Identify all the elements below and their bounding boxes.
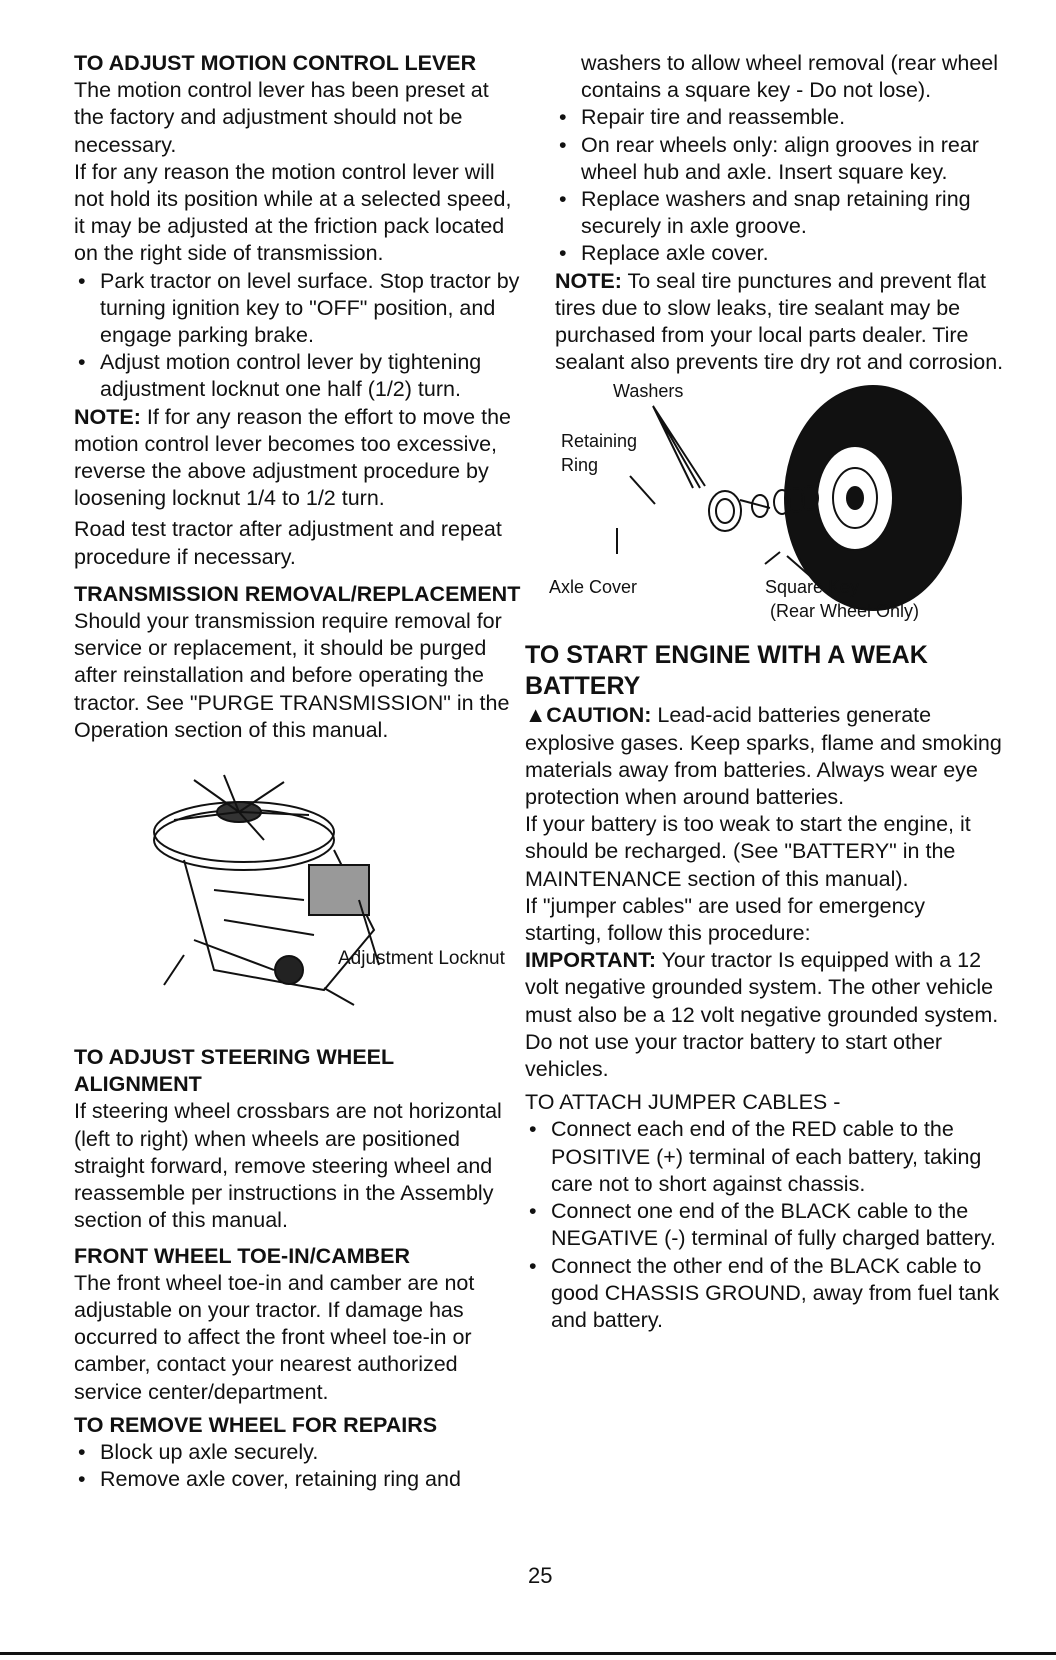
heading-steering-alignment: TO ADJUST STEERING WHEEL ALIGNMENT — [74, 1045, 394, 1097]
heading-transmission-removal: TRANSMISSION REMOVAL/REPLACEMENT — [74, 581, 521, 606]
list-item: • Adjust motion control lever by tightening adjustment locknut one half (1/2) turn. — [74, 349, 522, 403]
paragraph-motion-adjust: If for any reason the motion control lever will not hold its position while at a selected speed, it may be adjusted at the friction pack located on the right side of transmission. — [74, 159, 512, 266]
rear-wheel-only-label: (Rear Wheel Only) — [770, 601, 920, 622]
note-text: If for any reason the effort to move the motion control lever becomes too excessive, reverse the above adjustment procedure by loosening locknut 1/4 to 1/2 turn. — [74, 404, 511, 511]
note-tire-sealant — [555, 268, 1005, 377]
paragraph-road-test: Road test tractor after adjustment and repeat procedure if necessary. — [74, 517, 502, 569]
list-item: • Park tractor on level surface. Stop tractor by turning ignition key to "OFF" position, and engage parking brake. — [74, 268, 522, 350]
heading-adjust-motion-control: TO ADJUST MOTION CONTROL LEVER — [74, 51, 477, 75]
transmission-figure — [74, 770, 522, 1020]
bottom-rule — [0, 1652, 1056, 1655]
list-item: • On rear wheels only: align grooves in rear wheel hub and axle. Insert square key. — [555, 132, 1005, 186]
list-item: • Connect the other end of the BLACK cable to good CHASSIS GROUND, away from fuel tank and battery. — [525, 1253, 1005, 1335]
retaining-label: Retaining — [561, 431, 638, 452]
paragraph-transmission: Should your transmission require removal for service or replacement, it should be purged after reinstallation and before operating the tractor. See "PURGE TRANSMISSION" in the Operation section of this manual. — [74, 609, 510, 742]
paragraph-jumper-cables: If "jumper cables" are used for emergency starting, follow this procedure: — [525, 893, 926, 946]
wheel-steps-list — [74, 1439, 522, 1493]
paragraph-weak-battery: If your battery is too weak to start the engine, it should be recharged. (See "BATTERY" in the MAINTENANCE section of this manual). — [525, 812, 971, 891]
page-number: 25 — [528, 1563, 553, 1588]
caution-text: Lead-acid batteries generate explosive gases. Keep sparks, flame and smoking materials away from batteries. Always wear eye protection when around batteries. — [525, 703, 1002, 810]
note-effort — [74, 404, 522, 513]
list-item: • Repair tire and reassemble. — [555, 104, 1005, 131]
square-key-label: Square Key — [765, 577, 860, 598]
important-label: IMPORTANT: — [525, 948, 656, 973]
important-text: Your tractor Is equipped with a 12 volt negative grounded system. The other vehicle must also be a 12 volt negative grounded system. Do not use your tractor battery to start other vehicles. — [525, 948, 999, 1082]
weak-battery-section — [525, 702, 1005, 1334]
jumper-steps-list — [525, 1116, 1005, 1334]
important-paragraph — [525, 947, 1005, 1083]
paragraph-toe-in: The front wheel toe-in and camber are not adjustable on your tractor. If damage has occurred to affect the front wheel toe-in or camber, contact your nearest authorized service center/department. — [74, 1270, 475, 1404]
paragraph-motion-preset: The motion control lever has been preset at the factory and adjustment should not be necessary. — [74, 78, 489, 157]
wheel-figure — [549, 376, 1005, 634]
left-column — [74, 50, 522, 1493]
note-label: NOTE: — [74, 404, 141, 429]
right-column — [525, 50, 1005, 1334]
list-item: • Connect one end of the BLACK cable to the NEGATIVE (-) terminal of fully charged battery. — [525, 1198, 1005, 1252]
list-item: • Block up axle securely. — [74, 1439, 522, 1466]
warning-triangle-icon: ▲ — [525, 703, 547, 728]
paragraph-washers-continued: washers to allow wheel removal (rear wheel contains a square key - Do not lose). — [581, 51, 999, 103]
transmission-illustration — [74, 770, 522, 1020]
heading-toe-in-camber: FRONT WHEEL TOE-IN/CAMBER — [74, 1243, 411, 1268]
note-label: NOTE: — [555, 268, 622, 293]
heading-weak-battery: TO START ENGINE WITH A WEAK BATTERY — [525, 641, 928, 701]
motion-steps-list — [74, 268, 522, 404]
note-text: To seal tire punctures and prevent flat tires due to slow leaks, tire sealant may be purchased from your local parts dealer. Tire sealant also prevents tire dry rot and corrosion. — [555, 268, 1004, 375]
wheel-repair-list — [555, 104, 1005, 267]
heading-attach-jumper-cables: TO ATTACH JUMPER CABLES - — [525, 1090, 841, 1115]
list-item: • Replace axle cover. — [555, 240, 1005, 267]
adjustment-locknut-label: Adjustment Locknut — [338, 948, 505, 970]
caution-paragraph — [525, 702, 1005, 811]
ring-label: Ring — [561, 455, 599, 476]
list-item: • Remove axle cover, retaining ring and — [74, 1466, 522, 1493]
axle-cover-label: Axle Cover — [549, 577, 638, 598]
washers-label: Washers — [613, 381, 684, 402]
list-item: • Replace washers and snap retaining ring securely in axle groove. — [555, 186, 1005, 240]
paragraph-steering: If steering wheel crossbars are not horizontal (left to right) when wheels are positioned straight forward, remove steering wheel and reassemble per instructions in the Assembly section of this manual. — [74, 1099, 502, 1233]
list-item: • Connect each end of the RED cable to the POSITIVE (+) terminal of each battery, taking care not to short against chassis. — [525, 1116, 1005, 1198]
heading-remove-wheel: TO REMOVE WHEEL FOR REPAIRS — [74, 1412, 438, 1437]
caution-label: ▲CAUTION: — [525, 703, 652, 728]
